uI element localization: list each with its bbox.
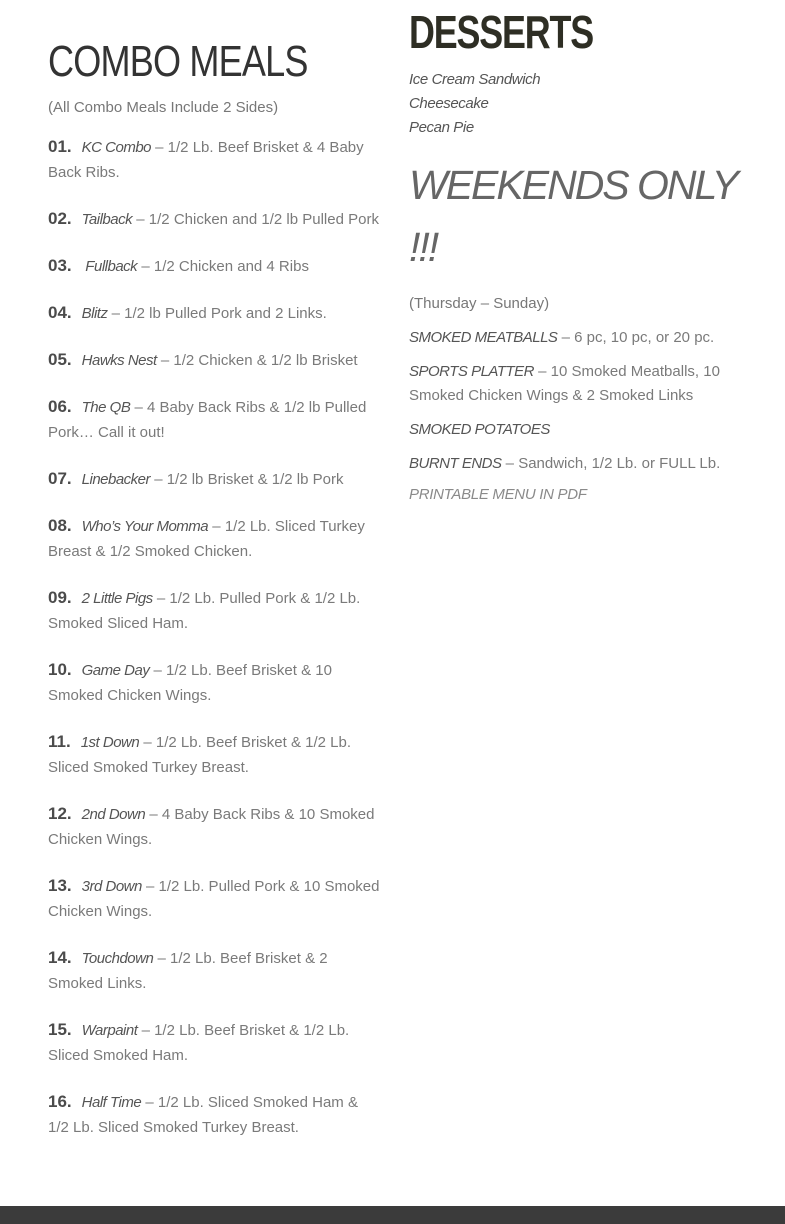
combo-item-number: 15. — [48, 1020, 72, 1039]
combo-item-number: 02. — [48, 209, 72, 228]
printable-menu-pdf-link[interactable]: PRINTABLE MENU IN PDF — [409, 486, 587, 503]
combo-item-number: 06. — [48, 397, 72, 416]
dessert-item: Cheesecake — [409, 95, 489, 112]
combo-item-desc: – 1/2 Chicken and 1/2 lb Pulled Pork — [132, 211, 379, 228]
combo-meals-list — [48, 134, 380, 1140]
combo-item — [48, 466, 380, 492]
dessert-item: Ice Cream Sandwich — [409, 71, 541, 88]
combo-item — [48, 206, 380, 232]
combo-item-desc: – 1/2 lb Brisket & 1/2 lb Pork — [150, 471, 344, 488]
combo-meals-section — [48, 36, 380, 1161]
combo-item-desc: – 1/2 Lb. Beef Brisket & 1/2 Lb. Sliced Smoked Ham. — [48, 1022, 350, 1064]
combo-item-desc: – 1/2 Lb. Sliced Smoked Ham & 1/2 Lb. Sliced Smoked Turkey Breast. — [48, 1094, 358, 1136]
combo-item-name: Half Time — [81, 1094, 142, 1111]
combo-item-name: Warpaint — [81, 1022, 138, 1039]
combo-item-name: Fullback — [81, 258, 138, 275]
combo-item-name: Game Day — [81, 662, 150, 679]
combo-item-name: 2 Little Pigs — [81, 590, 153, 607]
weekend-item-name: BURNT ENDS — [409, 455, 502, 472]
weekend-item-name: SMOKED POTATOES — [409, 421, 550, 438]
combo-item-desc: – 1/2 Chicken & 1/2 lb Brisket — [156, 352, 358, 369]
combo-item — [48, 1089, 380, 1140]
combo-item-number: 12. — [48, 804, 72, 823]
weekend-item — [409, 360, 749, 408]
combo-item-desc: – 1/2 Chicken and 4 Ribs — [137, 258, 309, 275]
combo-item — [48, 253, 380, 279]
combo-item-desc: – 1/2 Lb. Beef Brisket & 1/2 Lb. Sliced Smoked Turkey Breast. — [48, 734, 352, 776]
footer-bar — [0, 1206, 785, 1224]
weekend-item — [409, 418, 749, 442]
combo-item-name: Touchdown — [81, 950, 154, 967]
combo-item-desc: – 1/2 lb Pulled Pork and 2 Links. — [107, 305, 327, 322]
combo-item — [48, 657, 380, 708]
combo-item-name: Blitz — [81, 305, 108, 322]
combo-item-name: Tailback — [81, 211, 133, 228]
combo-item — [48, 1017, 380, 1068]
combo-item-name: Who’s Your Momma — [81, 518, 209, 535]
combo-item — [48, 585, 380, 636]
combo-item-number: 13. — [48, 876, 72, 895]
combo-item-number: 03. — [48, 256, 72, 275]
combo-item — [48, 134, 380, 185]
weekend-item-desc: – 6 pc, 10 pc, or 20 pc. — [557, 329, 715, 346]
dessert-item: Pecan Pie — [409, 119, 474, 136]
combo-item-name: 2nd Down — [81, 806, 146, 823]
combo-item-number: 01. — [48, 137, 72, 156]
combo-item-name: The QB — [81, 399, 131, 416]
combo-item-number: 16. — [48, 1092, 72, 1111]
weekends-days-note: (Thursday – Sunday) — [409, 295, 550, 312]
combo-item-name: 3rd Down — [81, 878, 142, 895]
weekend-item-name: SMOKED MEATBALLS — [409, 329, 558, 346]
combo-item-number: 09. — [48, 588, 72, 607]
combo-item-number: 07. — [48, 469, 72, 488]
combo-item — [48, 873, 380, 924]
combo-item-desc: – 1/2 Lb. Sliced Turkey Breast & 1/2 Smoked Chicken. — [48, 518, 365, 560]
combo-meals-note: (All Combo Meals Include 2 Sides) — [48, 99, 279, 116]
combo-item-number: 10. — [48, 660, 72, 679]
combo-item-number: 08. — [48, 516, 72, 535]
combo-item — [48, 801, 380, 852]
combo-item — [48, 729, 380, 780]
weekends-only-heading: WEEKENDS ONLY !!! — [409, 162, 737, 270]
combo-item-name: Hawks Nest — [81, 352, 157, 369]
combo-item-number: 14. — [48, 948, 72, 967]
desserts-heading: DESSERTS — [409, 6, 594, 58]
combo-item-desc: – 4 Baby Back Ribs & 10 Smoked Chicken Wings. — [48, 806, 375, 848]
combo-meals-heading: COMBO MEALS — [48, 37, 308, 86]
combo-item-desc: – 4 Baby Back Ribs & 1/2 lb Pulled Pork… Call it out! — [48, 399, 367, 441]
combo-item — [48, 945, 380, 996]
combo-item-desc: – 1/2 Lb. Beef Brisket & 10 Smoked Chicken Wings. — [48, 662, 332, 704]
weekends-list — [409, 326, 749, 476]
combo-item-number: 05. — [48, 350, 72, 369]
combo-item-number: 04. — [48, 303, 72, 322]
combo-item-name: 1st Down — [80, 734, 140, 751]
combo-item-desc: – 1/2 Lb. Pulled Pork & 10 Smoked Chicken Wings. — [48, 878, 380, 920]
weekend-item — [409, 452, 749, 476]
weekend-item-name: SPORTS PLATTER — [409, 363, 534, 380]
weekend-item-desc: – 10 Smoked Meatballs, 10 Smoked Chicken Wings & 2 Smoked Links — [409, 363, 720, 404]
weekend-item — [409, 326, 749, 350]
combo-item-number: 11. — [48, 732, 71, 751]
combo-item — [48, 394, 380, 445]
desserts-section — [409, 4, 749, 140]
combo-item-name: KC Combo — [81, 139, 151, 156]
right-column — [409, 0, 749, 504]
combo-item — [48, 300, 380, 326]
desserts-list — [409, 68, 749, 140]
weekend-item-desc: – Sandwich, 1/2 Lb. or FULL Lb. — [501, 455, 721, 472]
combo-item — [48, 513, 380, 564]
combo-item-desc: – 1/2 Lb. Pulled Pork & 1/2 Lb. Smoked Sliced Ham. — [48, 590, 361, 632]
combo-item — [48, 347, 380, 373]
combo-item-desc: – 1/2 Lb. Beef Brisket & 4 Baby Back Ribs. — [48, 139, 364, 181]
combo-item-name: Linebacker — [81, 471, 151, 488]
combo-item-desc: – 1/2 Lb. Beef Brisket & 2 Smoked Links. — [48, 950, 328, 992]
weekends-section — [409, 154, 749, 504]
